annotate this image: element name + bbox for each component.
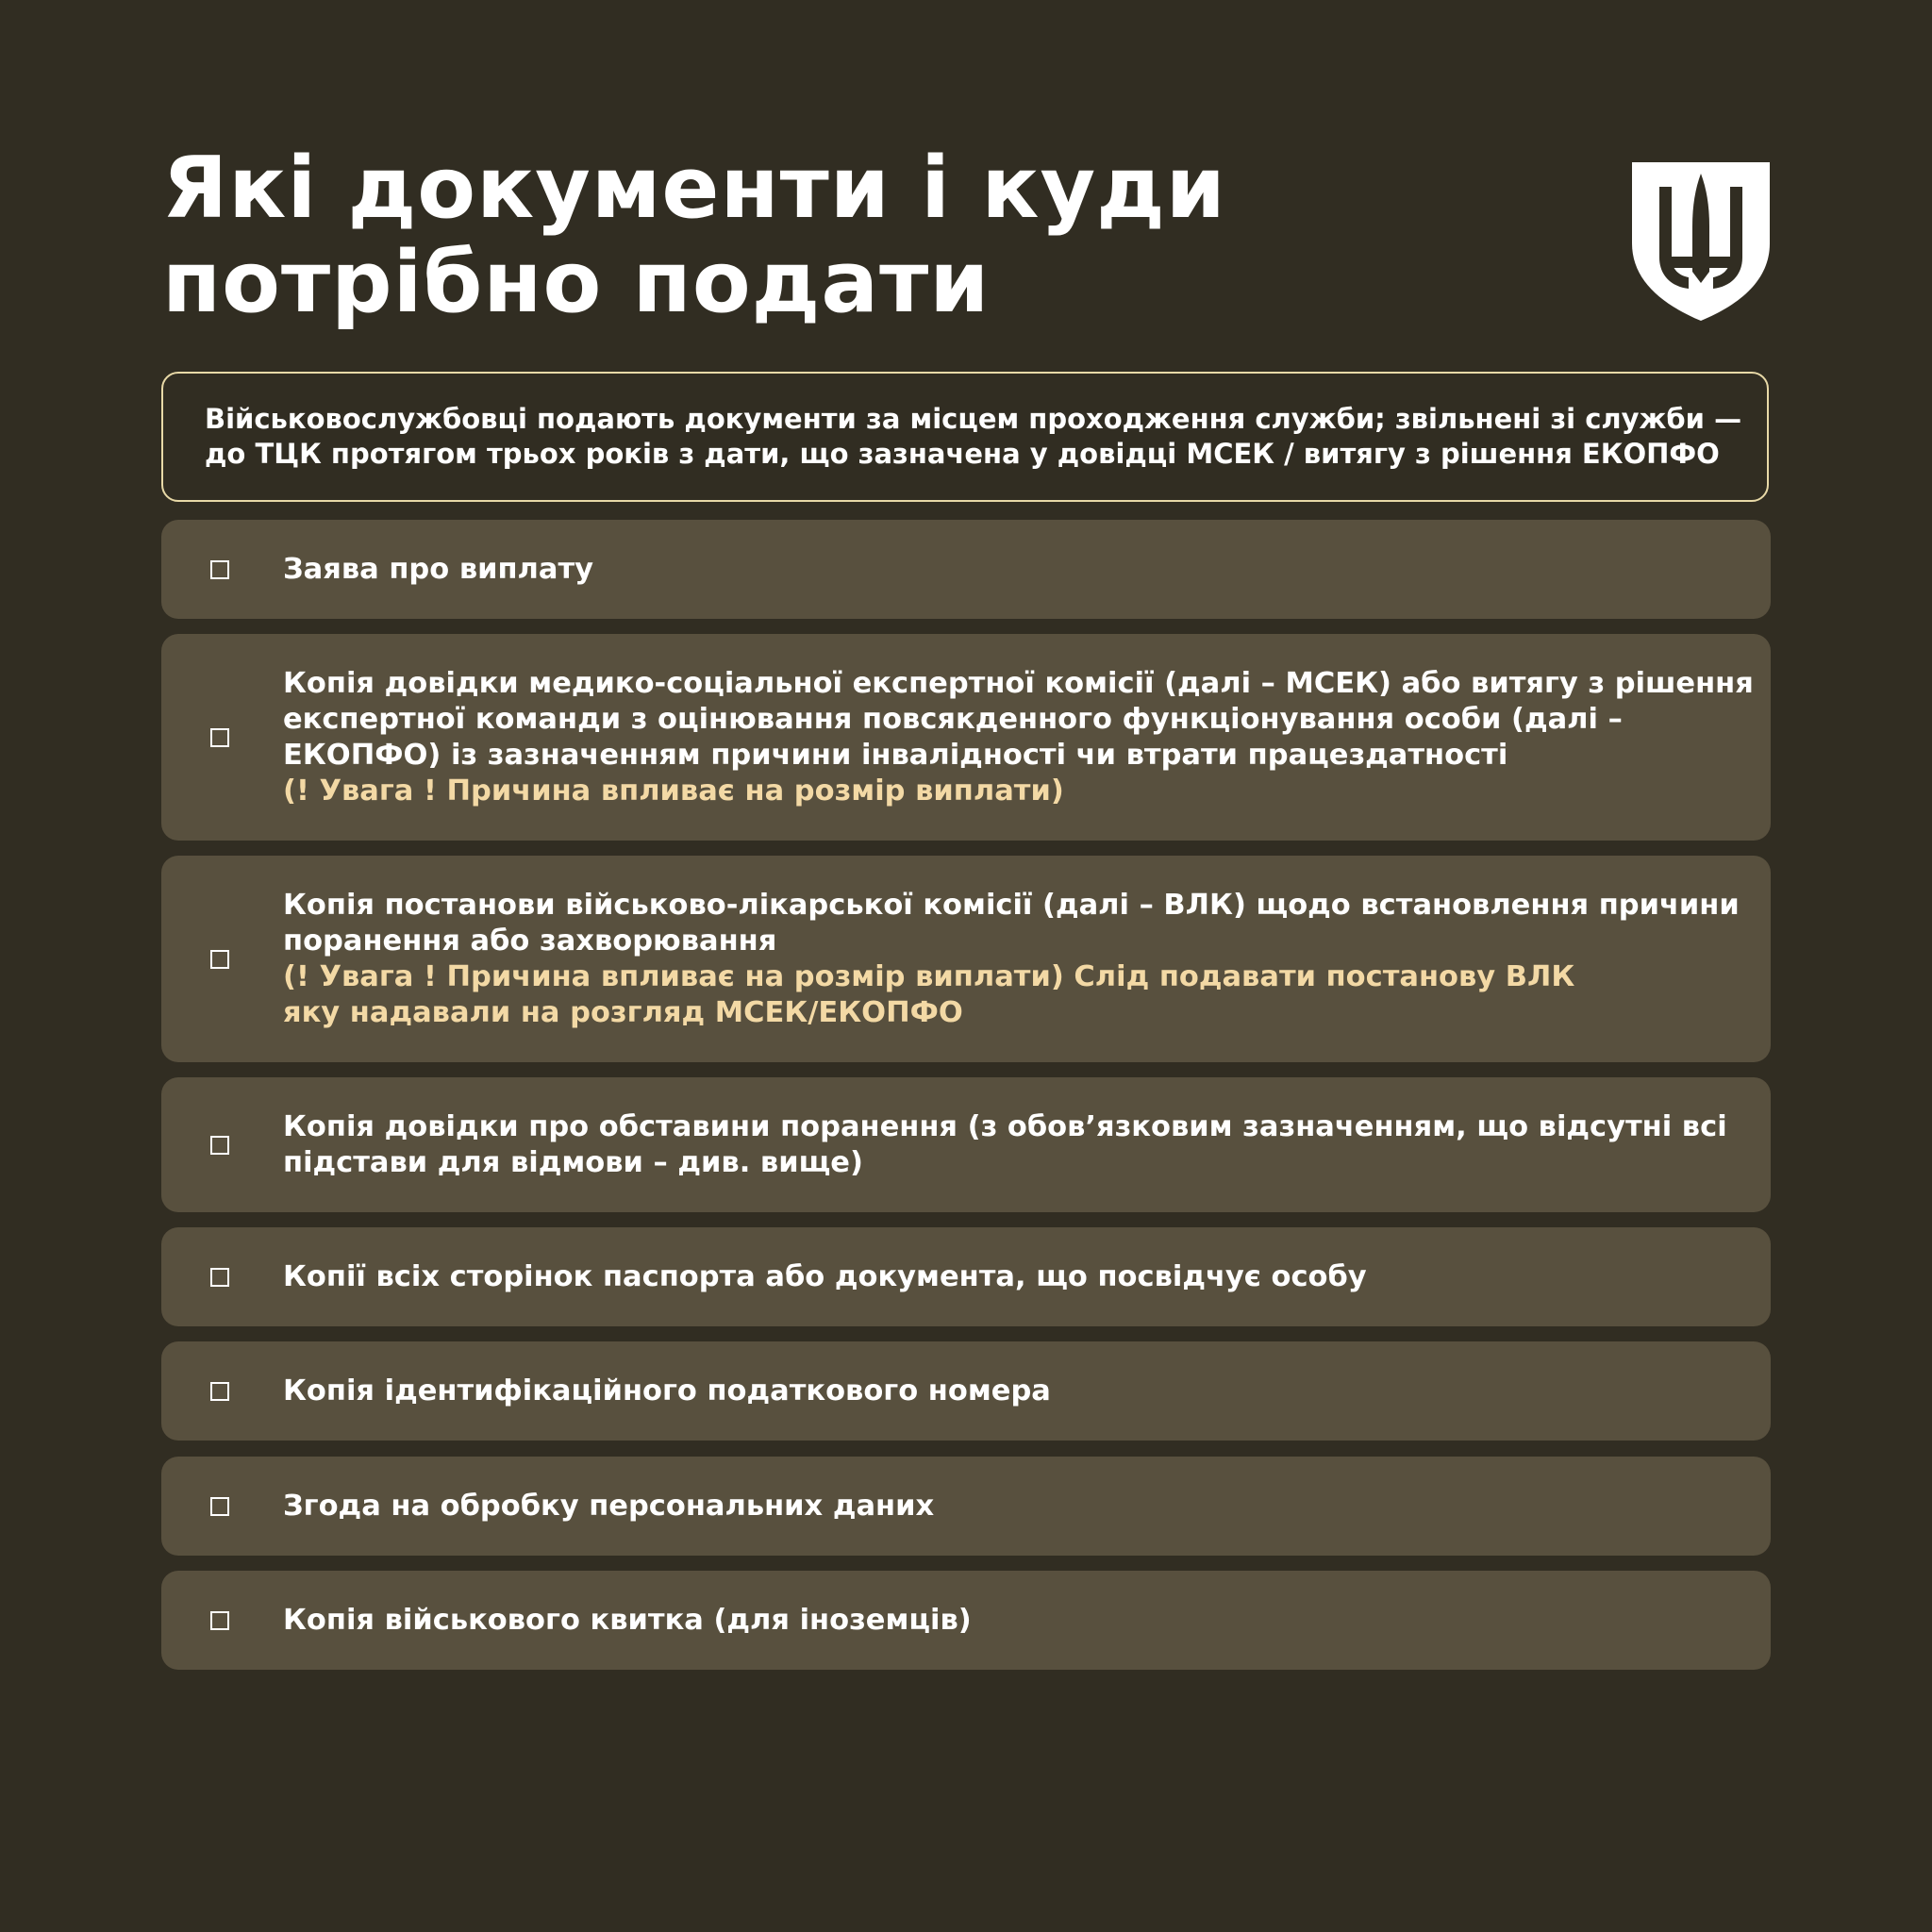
checklist-item-vlk-copy[interactable]	[161, 856, 1771, 1062]
info-note-line-2: до ТЦК протягом трьох років з дати, що зазначена у довідці МСЕК / витягу з рішення ЕКОПФО	[205, 438, 1720, 470]
checkbox-icon[interactable]	[210, 1611, 229, 1630]
item-line: поранення або захворювання	[283, 924, 777, 958]
item-line: Копія довідки про обставини поранення (з обов’язковим зазначенням, що відсутні всі	[283, 1109, 1727, 1143]
checklist-item-text	[283, 888, 1740, 1031]
checklist-item-text	[283, 1374, 1733, 1409]
checkbox-icon[interactable]	[210, 1382, 229, 1401]
item-line: Заява про виплату	[283, 552, 594, 586]
item-warning: яку надавали на розгляд МСЕК/ЕКОПФО	[283, 995, 963, 1029]
item-line: Копії всіх сторінок паспорта або документа, що посвідчує особу	[283, 1259, 1367, 1293]
checkbox-icon[interactable]	[210, 1136, 229, 1155]
item-line: Копія постанови військово-лікарської комісії (далі – ВЛК) щодо встановлення причини	[283, 888, 1740, 922]
checklist-item-text	[283, 1259, 1733, 1295]
checklist-item-text	[283, 1109, 1733, 1181]
checklist-item-data-consent[interactable]	[161, 1457, 1771, 1556]
checkbox-icon[interactable]	[210, 560, 229, 579]
checklist-item-text	[283, 1489, 1733, 1524]
checkbox-icon[interactable]	[210, 950, 229, 969]
item-line: Копія військового квитка (для іноземців)	[283, 1603, 972, 1637]
page-title	[162, 139, 1389, 332]
checklist-item-injury-circumstances[interactable]	[161, 1077, 1771, 1212]
item-warning: (! Увага ! Причина впливає на розмір виплати)	[283, 774, 1064, 808]
item-line: Копія довідки медико-соціальної експертної комісії (далі – МСЕК) або витягу з рішення	[283, 666, 1754, 700]
checkbox-icon[interactable]	[210, 1268, 229, 1287]
item-warning: (! Увага ! Причина впливає на розмір виплати) Слід подавати постанову ВЛК	[283, 959, 1575, 993]
checklist-item-msek-copy[interactable]	[161, 634, 1771, 841]
info-note	[161, 372, 1769, 502]
page-title-line-1: Які документи і куди	[162, 139, 1226, 238]
checklist-item-passport[interactable]	[161, 1227, 1771, 1326]
page-title-line-2: потрібно подати	[162, 233, 991, 332]
item-line: ЕКОПФО) із зазначенням причини інвалідності чи втрати працездатності	[283, 738, 1508, 772]
checklist-item-application[interactable]	[161, 520, 1771, 619]
checklist-item-text	[283, 1603, 1733, 1639]
item-line: Згода на обробку персональних даних	[283, 1489, 935, 1523]
item-line: підстави для відмови – див. вище)	[283, 1145, 863, 1179]
checklist-item-text	[283, 552, 1733, 588]
item-line: Копія ідентифікаційного податкового номера	[283, 1374, 1051, 1407]
info-note-line-1: Військовослужбовці подають документи за місцем проходження служби; звільнені зі служби —	[205, 403, 1742, 435]
checklist-item-military-id[interactable]	[161, 1571, 1771, 1670]
item-line: експертної команди з оцінювання повсякденного функціонування особи (далі –	[283, 702, 1623, 736]
checklist-item-text	[283, 666, 1754, 809]
checkbox-icon[interactable]	[210, 1497, 229, 1516]
checklist-item-tax-number[interactable]	[161, 1341, 1771, 1441]
trident-shield-icon	[1630, 160, 1772, 323]
checkbox-icon[interactable]	[210, 728, 229, 747]
